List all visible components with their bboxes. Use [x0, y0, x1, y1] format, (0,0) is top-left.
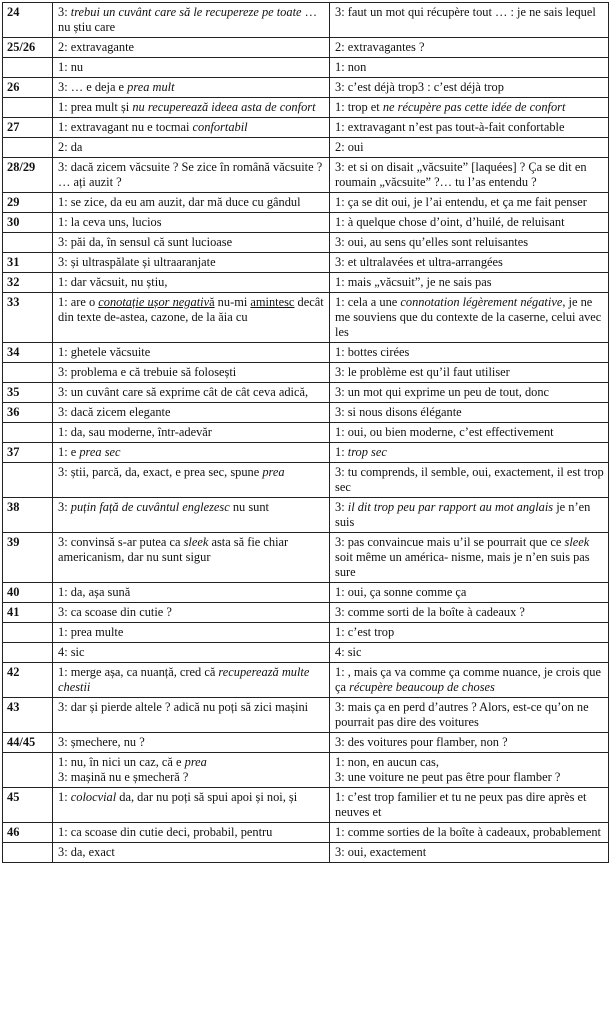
romanian-text-cell	[53, 623, 330, 643]
text-run: 3: convinsă s-ar putea ca	[58, 535, 184, 549]
text-run: 1: c’est trop	[335, 625, 395, 639]
romanian-text-cell	[53, 423, 330, 443]
romanian-text-cell	[53, 363, 330, 383]
line-number-cell: 38	[3, 498, 53, 533]
text-run: 1: cela a une	[335, 295, 401, 309]
text-run: 1: e	[58, 445, 80, 459]
french-text-cell	[330, 603, 609, 623]
line-number-cell	[3, 843, 53, 863]
line-number-cell	[3, 233, 53, 253]
french-text-cell	[330, 193, 609, 213]
line-number-cell: 44/45	[3, 733, 53, 753]
romanian-text-cell	[53, 58, 330, 78]
text-run: 1:	[58, 790, 71, 804]
text-run: 1: trop et	[335, 100, 383, 114]
text-run: 3: șmechere, nu ?	[58, 735, 145, 749]
text-run: ă	[209, 295, 215, 309]
text-run: 3: une voiture ne peut pas être pour flamber ?	[335, 770, 561, 784]
text-run: il dit trop peu par rapport au mot anglais	[347, 500, 554, 514]
text-run: 3:	[58, 5, 71, 19]
french-text-cell	[330, 788, 609, 823]
table-row	[3, 213, 609, 233]
text-run: 1:	[335, 445, 348, 459]
table-row	[3, 533, 609, 583]
romanian-text-cell	[53, 158, 330, 193]
text-run: 3: păi da, în sensul că sunt lucioase	[58, 235, 233, 249]
text-run: trebui un cuvânt care să le recupereze pe toate	[70, 5, 302, 19]
text-run: 1: prea mult și	[58, 100, 133, 114]
text-run: prea mult	[127, 80, 175, 94]
line-number-cell: 43	[3, 698, 53, 733]
table-row	[3, 118, 609, 138]
text-run: 3: le problème est qu’il faut utiliser	[335, 365, 510, 379]
line-number-cell: 45	[3, 788, 53, 823]
text-run: 3: pas convaincue mais u’il se pourrait que ce	[335, 535, 565, 549]
french-text-cell	[330, 138, 609, 158]
romanian-text-cell	[53, 343, 330, 363]
text-run: récupère beaucoup de choses	[349, 680, 495, 694]
line-number-cell: 24	[3, 3, 53, 38]
table-row	[3, 663, 609, 698]
text-run: 3: problema e că trebuie să folosești	[58, 365, 237, 379]
french-text-cell	[330, 253, 609, 273]
text-run: conotație ușor negativ	[98, 295, 210, 309]
table-row	[3, 38, 609, 58]
line-number-cell: 27	[3, 118, 53, 138]
romanian-text-cell	[53, 118, 330, 138]
text-run: 3: faut un mot qui récupère tout … : je ne sais lequel	[335, 5, 596, 19]
text-run: 3: știi, parcă, da, exact, e prea sec, spune	[58, 465, 263, 479]
table-row	[3, 78, 609, 98]
text-run: confortabil	[192, 120, 248, 134]
text-run: 3:	[335, 500, 348, 514]
text-run: 3:	[58, 500, 71, 514]
table-row	[3, 193, 609, 213]
french-text-cell	[330, 58, 609, 78]
table-row	[3, 603, 609, 623]
line-number-cell: 29	[3, 193, 53, 213]
line-number-cell	[3, 98, 53, 118]
french-text-cell	[330, 118, 609, 138]
text-run: 2: oui	[335, 140, 364, 154]
table-row	[3, 383, 609, 403]
text-run: recuperează multe chestii	[58, 665, 310, 694]
text-run: da, dar nu poți să spui apoi și noi, și	[116, 790, 298, 804]
text-run: 1: extravagant nu e tocmai	[58, 120, 193, 134]
romanian-text-cell	[53, 463, 330, 498]
text-run: 4: sic	[58, 645, 85, 659]
romanian-text-cell	[53, 843, 330, 863]
romanian-text-cell	[53, 3, 330, 38]
french-text-cell	[330, 623, 609, 643]
french-text-cell	[330, 663, 609, 698]
text-run: colocvial	[70, 790, 117, 804]
text-run: 3: un cuvânt care să exprime cât de cât ceva adică,	[58, 385, 309, 399]
french-text-cell	[330, 363, 609, 383]
table-row	[3, 498, 609, 533]
romanian-text-cell	[53, 138, 330, 158]
romanian-text-cell	[53, 38, 330, 58]
text-run: 1: oui, ça sonne comme ça	[335, 585, 467, 599]
line-number-cell	[3, 363, 53, 383]
table-row	[3, 403, 609, 423]
text-run: asta să fie chiar americanism, dar nu sunt sigur	[58, 535, 289, 564]
french-text-cell	[330, 583, 609, 603]
line-number-cell: 28/29	[3, 158, 53, 193]
text-run: 3: tu comprends, il semble, oui, exactement, il est trop sec	[335, 465, 604, 494]
text-run: 3: … e deja e	[58, 80, 128, 94]
text-run: 1: ça se dit oui, je l’ai entendu, et ça me fait penser	[335, 195, 587, 209]
text-run: je n’en suis	[335, 500, 591, 529]
text-run: 1: extravagant n’est pas tout-à-fait confortable	[335, 120, 565, 134]
text-run: 3: oui, exactement	[335, 845, 427, 859]
romanian-text-cell	[53, 733, 330, 753]
table-row	[3, 753, 609, 788]
table-row	[3, 293, 609, 343]
french-text-cell	[330, 403, 609, 423]
text-run: 3: și ultraspălate și ultraaranjate	[58, 255, 216, 269]
line-number-cell: 31	[3, 253, 53, 273]
text-run: 1: ca scoase din cutie deci, probabil, pentru	[58, 825, 273, 839]
text-run: 1: c’est trop familier et tu ne peux pas dire après et neuves et	[335, 790, 587, 819]
line-number-cell: 42	[3, 663, 53, 698]
line-number-cell: 33	[3, 293, 53, 343]
text-run: nu recuperează ideea asta de confort	[132, 100, 316, 114]
line-number-cell	[3, 463, 53, 498]
text-run: 3: ca scoase din cutie ?	[58, 605, 172, 619]
text-run: 1: da, sau moderne, într-adevăr	[58, 425, 212, 439]
french-text-cell	[330, 293, 609, 343]
french-text-cell	[330, 213, 609, 233]
french-text-cell	[330, 823, 609, 843]
french-text-cell	[330, 158, 609, 193]
romanian-text-cell	[53, 603, 330, 623]
line-number-cell	[3, 643, 53, 663]
line-number-cell	[3, 423, 53, 443]
text-run: trop sec	[347, 445, 387, 459]
romanian-text-cell	[53, 383, 330, 403]
text-run: decât din texte de-astea, cazone, de la ăia cu	[58, 295, 324, 324]
romanian-text-cell	[53, 213, 330, 233]
table-row	[3, 363, 609, 383]
line-number-cell: 30	[3, 213, 53, 233]
french-text-cell	[330, 643, 609, 663]
text-run: ne récupère pas cette idée de confort	[382, 100, 566, 114]
text-run: 1: , mais ça va comme ça comme nuance, je crois que ça	[335, 665, 601, 694]
transcript-body	[3, 3, 609, 863]
french-text-cell	[330, 343, 609, 363]
text-run: prea	[262, 465, 285, 479]
line-number-cell	[3, 138, 53, 158]
french-text-cell	[330, 733, 609, 753]
text-run: 1: la ceva uns, lucios	[58, 215, 162, 229]
text-run: 1: da, așa sună	[58, 585, 131, 599]
romanian-text-cell	[53, 193, 330, 213]
romanian-text-cell	[53, 698, 330, 733]
romanian-text-cell	[53, 788, 330, 823]
transcript-table	[2, 2, 609, 863]
text-run: 2: extravagante	[58, 40, 135, 54]
table-row	[3, 253, 609, 273]
text-run: 2: da	[58, 140, 83, 154]
text-run: 1: se zice, da eu am auzit, dar mă duce cu gândul	[58, 195, 301, 209]
line-number-cell	[3, 58, 53, 78]
text-run: 2: extravagantes ?	[335, 40, 425, 54]
table-row	[3, 698, 609, 733]
text-run: soit même un américa- nisme, mais je n’en suis pas sure	[335, 550, 590, 579]
text-run: 1: are o	[58, 295, 99, 309]
french-text-cell	[330, 423, 609, 443]
french-text-cell	[330, 383, 609, 403]
text-run: 3: et si on disait „văcsuite” [laquées] ? Ça se dit en roumain „văcsuite” ?… tu l’as entendu ?	[335, 160, 587, 189]
romanian-text-cell	[53, 403, 330, 423]
french-text-cell	[330, 233, 609, 253]
line-number-cell: 37	[3, 443, 53, 463]
french-text-cell	[330, 273, 609, 293]
text-run: 1: prea multe	[58, 625, 124, 639]
text-run: 1: mais „văcsuit”, je ne sais pas	[335, 275, 492, 289]
line-number-cell: 25/26	[3, 38, 53, 58]
table-row	[3, 3, 609, 38]
table-row	[3, 643, 609, 663]
text-run: sleek	[183, 535, 209, 549]
text-run: 3: comme sorti de la boîte à cadeaux ?	[335, 605, 525, 619]
text-run: amintesc	[250, 295, 295, 309]
text-run: 1: à quelque chose d’oint, d’huilé, de reluisant	[335, 215, 565, 229]
text-run: 1: nu, în nici un caz, că e	[58, 755, 185, 769]
text-run: 3: da, exact	[58, 845, 115, 859]
text-run: 3: si nous disons élégante	[335, 405, 462, 419]
text-run: 3: dacă zicem văcsuite ? Se zice în română văcsuite ? … ați auzit ?	[58, 160, 323, 189]
french-text-cell	[330, 843, 609, 863]
french-text-cell	[330, 443, 609, 463]
table-row	[3, 233, 609, 253]
romanian-text-cell	[53, 643, 330, 663]
text-run: sleek	[564, 535, 590, 549]
text-run: nu sunt	[229, 500, 269, 514]
text-run: 1: dar văcsuit, nu știu,	[58, 275, 168, 289]
text-run: 3: c’est déjà trop3 : c’est déjà trop	[335, 80, 504, 94]
text-run: prea	[184, 755, 207, 769]
text-run: 1: merge așa, ca nuanță, cred că	[58, 665, 219, 679]
line-number-cell: 26	[3, 78, 53, 98]
table-row	[3, 98, 609, 118]
romanian-text-cell	[53, 443, 330, 463]
table-row	[3, 583, 609, 603]
table-row	[3, 443, 609, 463]
romanian-text-cell	[53, 823, 330, 843]
table-row	[3, 273, 609, 293]
line-number-cell: 34	[3, 343, 53, 363]
table-row	[3, 623, 609, 643]
french-text-cell	[330, 78, 609, 98]
text-run: 3: des voitures pour flamber, non ?	[335, 735, 508, 749]
french-text-cell	[330, 498, 609, 533]
table-row	[3, 788, 609, 823]
text-run: 1: non	[335, 60, 367, 74]
line-number-cell: 41	[3, 603, 53, 623]
romanian-text-cell	[53, 78, 330, 98]
table-row	[3, 343, 609, 363]
romanian-text-cell	[53, 533, 330, 583]
text-run: 3: et ultralavées et ultra-arrangées	[335, 255, 503, 269]
line-number-cell	[3, 623, 53, 643]
text-run: connotation légèrement négative	[400, 295, 563, 309]
line-number-cell: 40	[3, 583, 53, 603]
french-text-cell	[330, 98, 609, 118]
line-number-cell: 35	[3, 383, 53, 403]
line-number-cell: 46	[3, 823, 53, 843]
text-run: … nu știu care	[58, 5, 318, 34]
text-run: 3: mais ça en perd d’autres ? Alors, est-ce qu’on ne pourrait pas dire des voitures	[335, 700, 589, 729]
text-run: , je ne me souviens que du contexte de la caserne, celui avec les	[335, 295, 602, 339]
text-run: prea sec	[79, 445, 121, 459]
text-run: 1: comme sorties de la boîte à cadeaux, probablement	[335, 825, 601, 839]
romanian-text-cell	[53, 583, 330, 603]
romanian-text-cell	[53, 98, 330, 118]
french-text-cell	[330, 3, 609, 38]
text-run: 3: mașină nu e șmecheră ?	[58, 770, 189, 784]
text-run: nu-mi	[214, 295, 251, 309]
table-row	[3, 843, 609, 863]
table-row	[3, 423, 609, 443]
line-number-cell	[3, 753, 53, 788]
french-text-cell	[330, 753, 609, 788]
text-run: 1: oui, ou bien moderne, c’est effectivement	[335, 425, 554, 439]
romanian-text-cell	[53, 253, 330, 273]
table-row	[3, 463, 609, 498]
table-row	[3, 158, 609, 193]
text-run: 1: nu	[58, 60, 84, 74]
text-run: 1: ghetele văcsuite	[58, 345, 151, 359]
romanian-text-cell	[53, 233, 330, 253]
french-text-cell	[330, 533, 609, 583]
table-row	[3, 823, 609, 843]
text-run: 3: dacă zicem elegante	[58, 405, 171, 419]
romanian-text-cell	[53, 498, 330, 533]
line-number-cell: 32	[3, 273, 53, 293]
table-row	[3, 138, 609, 158]
line-number-cell: 36	[3, 403, 53, 423]
french-text-cell	[330, 38, 609, 58]
romanian-text-cell	[53, 663, 330, 698]
text-run: 1: bottes cirées	[335, 345, 410, 359]
text-run: 4: sic	[335, 645, 362, 659]
table-row	[3, 58, 609, 78]
text-run: 3: dar și pierde altele ? adică nu poți să zici mașini	[58, 700, 309, 714]
french-text-cell	[330, 698, 609, 733]
romanian-text-cell	[53, 273, 330, 293]
text-run: 3: un mot qui exprime un peu de tout, donc	[335, 385, 550, 399]
french-text-cell	[330, 463, 609, 498]
line-number-cell: 39	[3, 533, 53, 583]
text-run: 1: non, en aucun cas,	[335, 755, 439, 769]
romanian-text-cell	[53, 753, 330, 788]
table-row	[3, 733, 609, 753]
text-run: puțin față de cuvântul englezesc	[70, 500, 230, 514]
romanian-text-cell	[53, 293, 330, 343]
text-run: 3: oui, au sens qu’elles sont reluisantes	[335, 235, 529, 249]
